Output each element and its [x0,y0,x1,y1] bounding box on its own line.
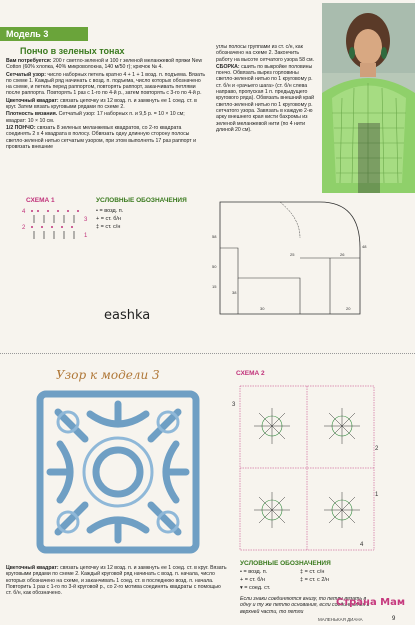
schema2-title: СХЕМА 2 [236,370,265,377]
needs-label: Вам потребуется: [6,58,52,64]
dot-icon: • [240,569,242,575]
pattern-section-title: Узор к модели 3 [56,368,160,382]
pattern-label-38: 38 [232,290,237,295]
schema2-row-1: 1 [375,492,379,498]
legend2-item-sc: + = ст. б/н [240,577,265,583]
pattern-label-58: 58 [212,234,217,239]
credit-watermark: eashka [104,308,151,323]
schema2-row-3: 3 [232,402,236,408]
legend2-item-tr: ‡ = ст. с 2/н [300,577,329,583]
half-text: связать 8 зеленых меланжевых квадратов, со 2-го квадрата соединять 2 х 4 квадрата в полосу. Обвязать одну длинную сторону полосы светло-зеленой нитью сетчатым узором, при этом выполнять 17 раз раппорт и провязать внешние [6,124,197,150]
schema1-chart [22,205,92,245]
model-photo [322,3,415,193]
note-text: Если знаки соединяются внизу, то петли вязать в одну и ту же петлю основания, если соединяются в верхней части, то петли [240,596,370,615]
legend2-title: УСЛОВНЫЕ ОБОЗНАЧЕНИЯ [240,560,331,567]
schema2-chart [232,378,382,556]
site-watermark: Страна Мам [336,597,406,608]
crochet-square-photo [30,384,206,560]
legend2-item-slst: ▾ = соед. ст. [240,585,271,591]
pattern-label-15: 15 [212,284,217,289]
assembly-text: сшить по выкройке половины пончо. Обвязать вырез горловины светло-зеленой нитью по 1 круговому р. ст. б/н и «рачьего шага» (ст. б/н слева направо, пропуская 1 п. предыдущего кругового ряда). Обвязать внешний край светло-зеленой нитью по 1 круговому р. сетчатого узора. Завязать в каждую 2-ю арку внешнего края кисти бахромы из зеленой меланжевой нити (по 4 нити длиной 20 см). [216,63,315,133]
legend2-col2 [300,568,329,584]
legend2 [240,568,350,592]
pattern-label-30: 30 [260,306,265,311]
pattern-label-25: 25 [290,252,295,257]
bottom-label: Цветочный квадрат: [6,565,59,571]
half-label: 1/2 ПОНЧО: [6,124,36,131]
page-number: 9 [392,616,396,622]
sc-icon: + [240,577,244,583]
tr-icon: ‡ [300,577,304,583]
sc-icon: + [96,216,100,222]
schema1-row-3: 3 [84,217,88,223]
dc-icon: ‡ [300,569,304,575]
legend2-item-dc: ‡ = ст. с/н [300,569,325,575]
assembly-label: СБОРКА: [216,63,240,70]
legend1-item-chain: • = возд. п. [96,208,124,214]
needs-text: 200 г светло-зеленой и 100 г зеленой меланжевой пряжи New Cotton (60% хлопка, 40% микроволокна, 140 м/50 г); крючок № 4. [6,58,203,71]
mesh-text: число наборных петель кратно 4 + 1 + 1 возд. п. подъема. Вязать по схеме 1. Каждый ряд начинать с возд. п. подъема, число которых обозначено на схеме, и петель перед раппортом, повторять раппорт, заканчивать петлями после раппорта. Повторять 1 раз с 1-го по 4-й р., затем повторять с 3-го по 4-й р. [6,71,206,97]
schema1-row-1: 1 [84,233,88,239]
density-label: Плотность вязания. [6,111,58,118]
bottom-instructions [6,565,228,596]
slst-icon: ▾ [240,585,243,591]
density-text: Сетчатый узор: 17 наборных п. и 9,5 р. = 10 × 10 см; квадрат: 10 × 10 см. [6,111,185,124]
schema2-row-2: 2 [375,446,379,452]
pattern-diagram [210,198,370,318]
model-tag: Модель 3 [0,27,88,41]
legend1-item-sc: + = ст. б/н [96,216,121,222]
bottom-text: связать цепочку из 12 возд. п. и замкнуть ее 1 соед. ст. в круг. Вязать круговыми рядами по схеме 2. Каждый круговой ряд начинать с возд. п. начала, число которых обозначено на схеме, и заканчивать 1 соед. ст. в последнюю возд. п. начала. Повторить 1 раз с 1-го по 3-й круговой р., со 2-го мотива соединять квадраты с помощью ст. б/н, как обозначено. [6,565,227,597]
section-divider [0,353,415,354]
square-label: Цветочный квадрат: [6,97,59,104]
legend1-title: УСЛОВНЫЕ ОБОЗНАЧЕНИЯ [96,197,187,204]
dc-icon: ‡ [96,224,100,230]
pattern-label-20: 20 [346,306,351,311]
col2-text: углы полосы группами из ст. с/н, как обозначено на схеме 2. Закончить работу на высоте сетчатого узора 58 см. [216,44,315,63]
mesh-label: Сетчатый узор: [6,71,46,78]
schema1-title: СХЕМА 1 [26,197,55,204]
schema1-row-4: 4 [22,209,26,215]
schema1-row-2: 2 [22,225,26,231]
schema2-row-4: 4 [360,542,364,548]
pattern-label-26: 26 [340,252,345,257]
magazine-name: МАЛЕНЬКАЯ ДИАНА [318,617,363,622]
instructions-column-2 [216,44,316,134]
instructions-column-1 [6,58,206,151]
page-title: Пончо в зеленых тонах [20,46,125,56]
legend1-item-dc: ‡ = ст. с/н [96,224,121,230]
dot-icon: • [96,208,98,214]
square-text: связать цепочку из 12 возд. п. и замкнуть ее 1 соед. ст. в круг. Затем вязать круговыми рядами по схеме 2. [6,97,197,111]
pattern-label-50: 50 [212,264,217,269]
pattern-label-48: 48 [362,244,367,249]
legend1 [96,207,123,231]
legend2-item-chain: • = возд. п. [240,569,268,575]
